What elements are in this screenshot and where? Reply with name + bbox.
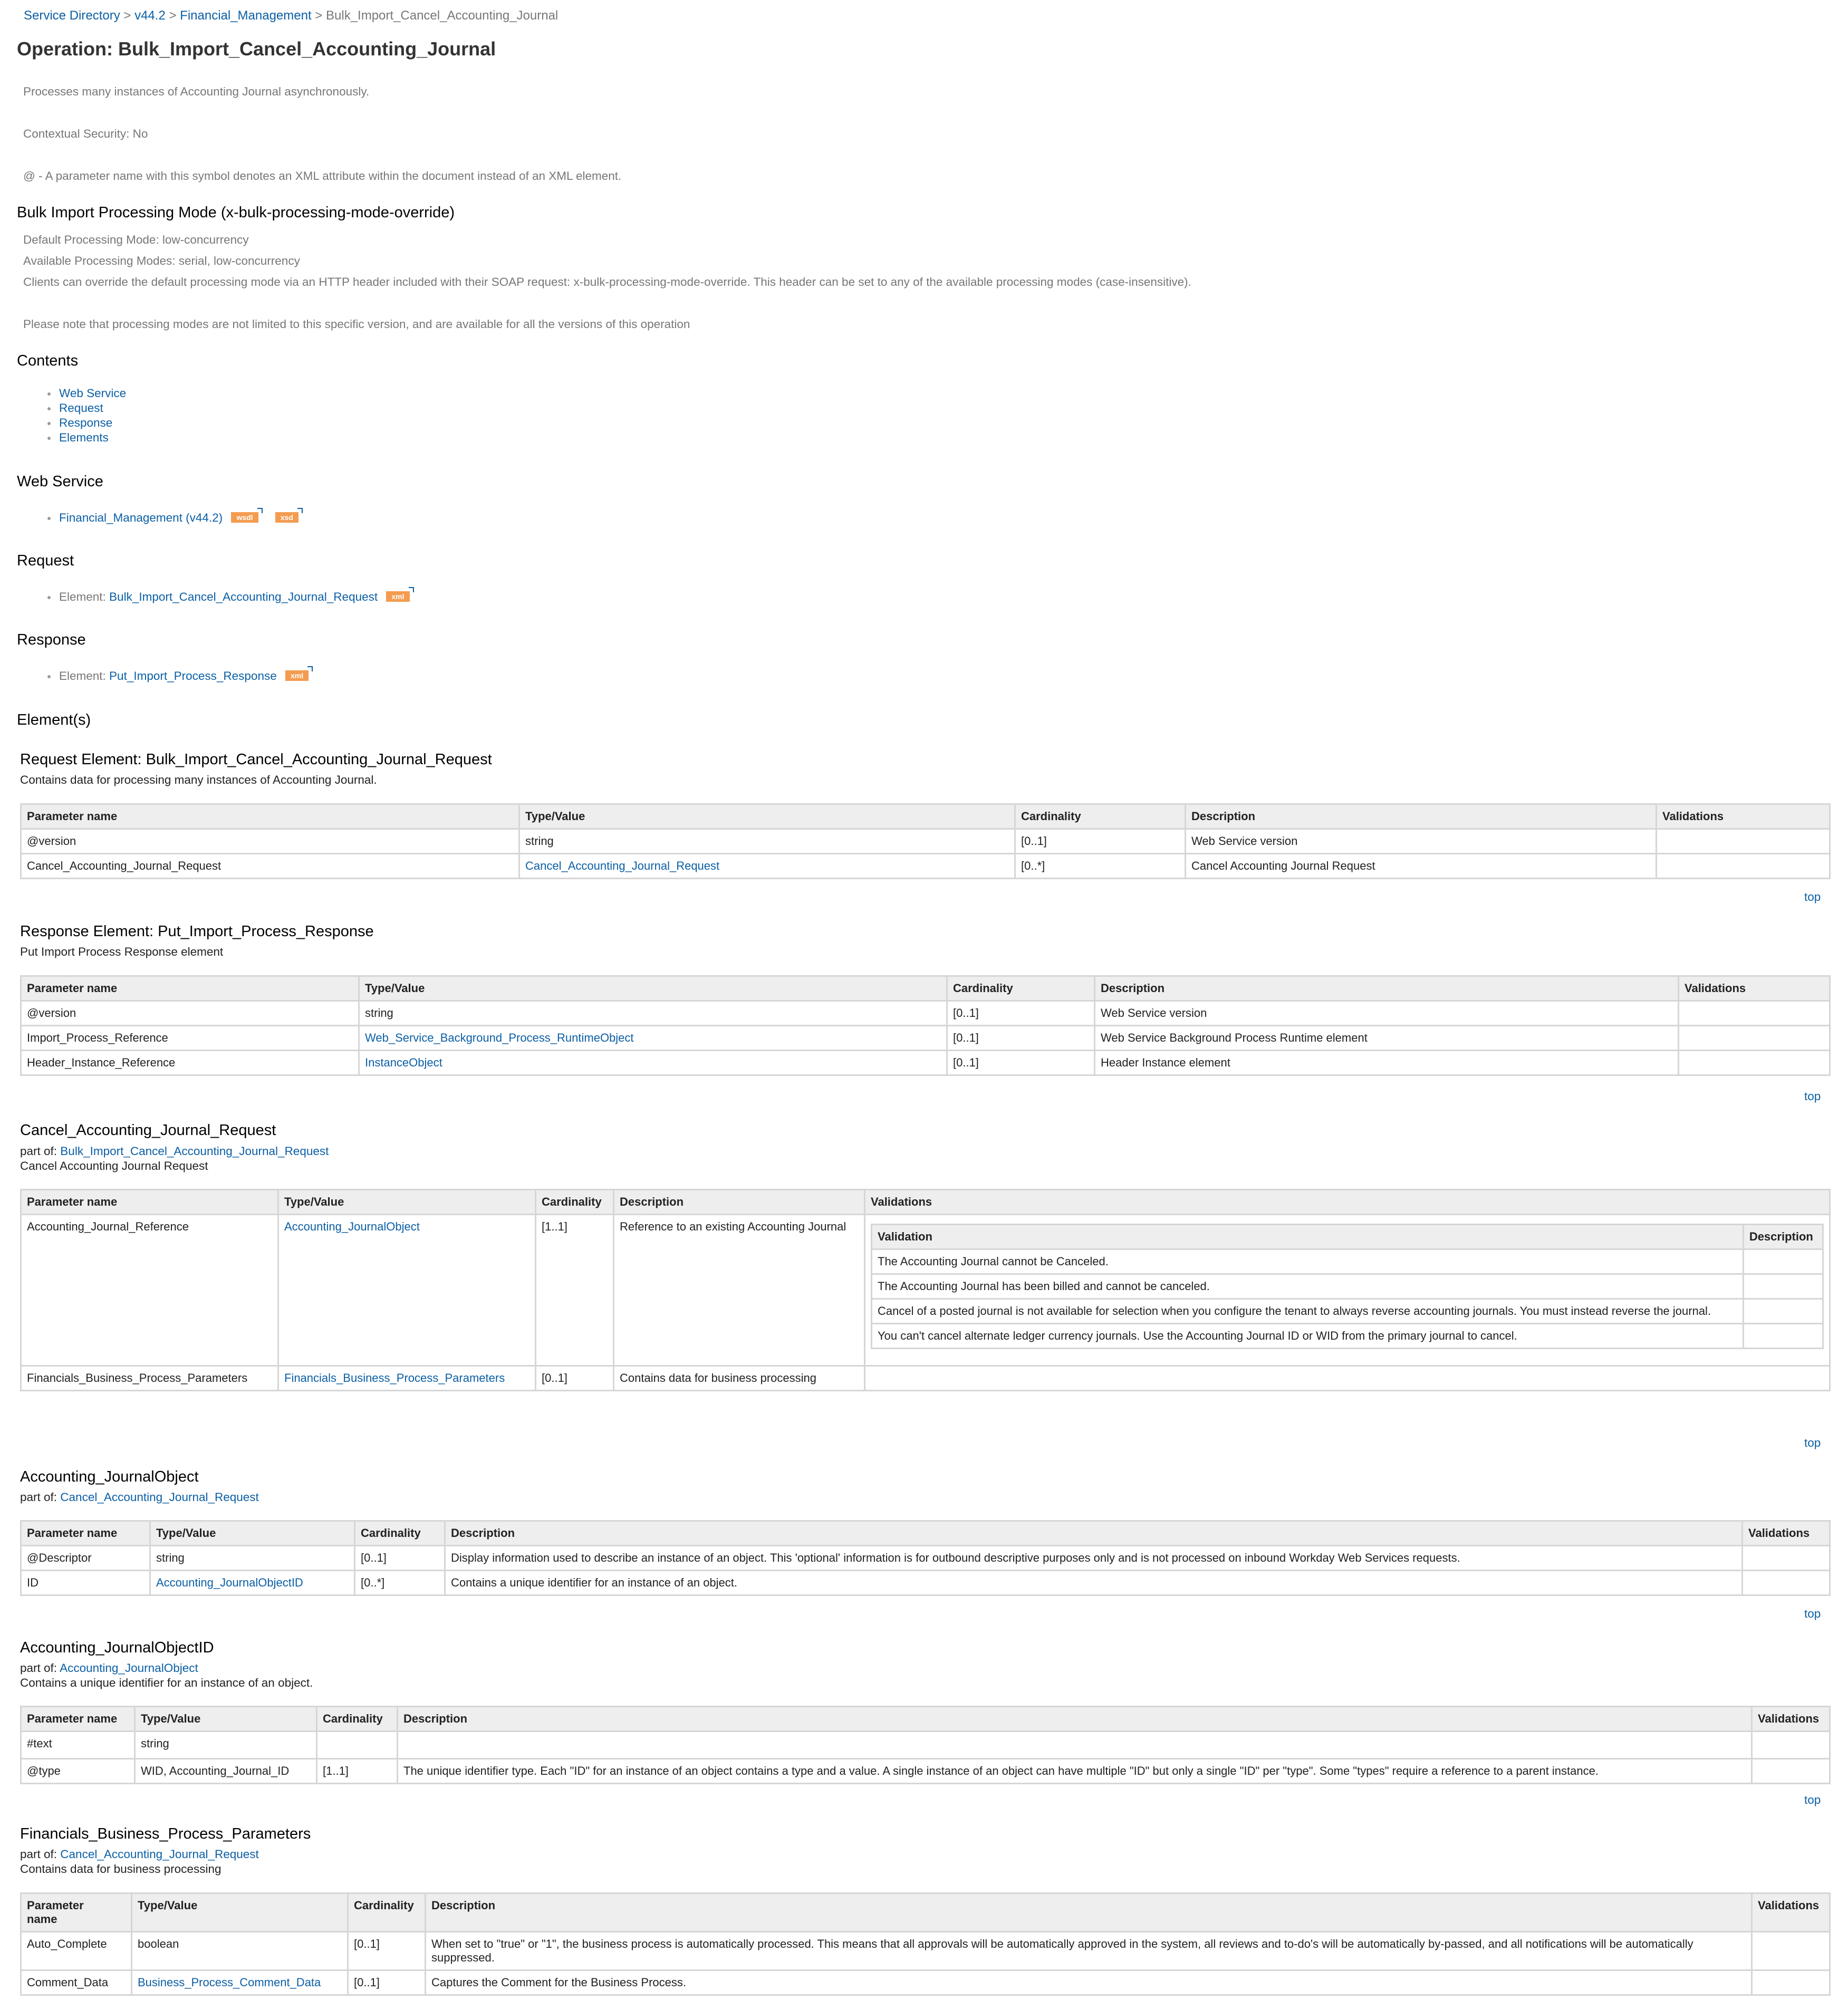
cell-validations	[1679, 1026, 1830, 1051]
part-of-link[interactable]: Cancel_Accounting_Journal_Request	[60, 1491, 259, 1504]
cell-validations	[1743, 1571, 1830, 1595]
breadcrumb-separator: >	[315, 8, 323, 23]
col-description: Description	[398, 1707, 1752, 1732]
col-parameter-name: Parameter name	[21, 804, 519, 829]
fbpp-title: Financials_Business_Process_Parameters	[20, 1825, 311, 1842]
col-parameter-name: Parameter name	[21, 1707, 135, 1732]
aj-object-id-title: Accounting_JournalObjectID	[20, 1639, 214, 1656]
table-row	[872, 1299, 1823, 1324]
part-of-link[interactable]: Accounting_JournalObject	[60, 1661, 198, 1675]
breadcrumb	[24, 8, 558, 23]
cell-type: boolean	[132, 1932, 348, 1970]
cell-desc: Reference to an existing Accounting Journal	[614, 1215, 865, 1366]
validation-text: The Accounting Journal has been billed and cannot be canceled.	[872, 1274, 1744, 1299]
cell-desc: Captures the Comment for the Business Process.	[426, 1970, 1752, 1995]
cell-desc: Web Service version	[1186, 829, 1657, 854]
cell-type: WID, Accounting_Journal_ID	[135, 1759, 317, 1784]
request-element-table	[20, 803, 1831, 879]
request-list	[59, 590, 410, 604]
cell-desc: Display information used to describe an instance of an object. This 'optional' information is for outbound descriptive purposes only and is not processed on inbound Workday Web Services requests.	[445, 1546, 1743, 1571]
col-cardinality: Cardinality	[317, 1707, 398, 1732]
col-description: Description	[445, 1521, 1743, 1546]
col-cardinality: Cardinality	[1015, 804, 1186, 829]
cell-type: string	[150, 1546, 355, 1571]
contents-list	[59, 386, 126, 445]
col-type-value: Type/Value	[150, 1521, 355, 1546]
cell-desc: Contains data for business processing	[614, 1366, 865, 1391]
wsdl-badge[interactable]: wsdl	[231, 512, 258, 523]
validations-table	[871, 1224, 1824, 1349]
part-of-link[interactable]: Bulk_Import_Cancel_Accounting_Journal_Request	[60, 1145, 329, 1158]
table-row	[21, 1732, 1830, 1759]
top-link[interactable]: top	[1804, 890, 1821, 903]
cell-validations	[865, 1215, 1830, 1366]
cell-validations	[1752, 1759, 1830, 1784]
web-service-link[interactable]: Financial_Management (v44.2)	[59, 511, 223, 524]
validation-desc	[1743, 1299, 1823, 1324]
table-row	[21, 1571, 1830, 1595]
list-item	[59, 386, 126, 401]
table-header-row	[21, 804, 1830, 829]
aj-object-part-of	[20, 1491, 259, 1504]
response-list	[59, 669, 309, 684]
col-type-value: Type/Value	[135, 1707, 317, 1732]
aj-object-id-table	[20, 1706, 1831, 1784]
col-validations: Validations	[1657, 804, 1830, 829]
cell-param: @version	[21, 1001, 359, 1026]
breadcrumb-separator: >	[123, 8, 131, 23]
validation-text: You can't cancel alternate ledger currency journals. Use the Accounting Journal ID or WID from the primary journal to cancel.	[872, 1324, 1744, 1349]
top-link[interactable]: top	[1804, 1607, 1821, 1620]
table-row	[21, 1026, 1830, 1051]
table-row	[21, 1051, 1830, 1075]
cell-param: ID	[21, 1571, 150, 1595]
breadcrumb-service-directory[interactable]: Service Directory	[24, 8, 120, 23]
col-validation-description: Description	[1743, 1225, 1823, 1249]
cell-type	[278, 1366, 536, 1391]
col-validations: Validations	[1752, 1707, 1830, 1732]
cell-desc: When set to "true" or "1", the business process is automatically processed. This means that all approvals will be automatically approved in the system, all reviews and to-do's will be automatically by-passed, and all notifications will be automatically suppressed.	[426, 1932, 1752, 1970]
operation-summary: Processes many instances of Accounting Journal asynchronously.	[23, 85, 370, 98]
cell-type	[359, 1051, 947, 1075]
col-validation: Validation	[872, 1225, 1744, 1249]
cell-card	[317, 1732, 398, 1759]
request-element-title: Request Element: Bulk_Import_Cancel_Accounting_Journal_Request	[20, 751, 492, 768]
response-element-prefix: Element:	[59, 669, 110, 682]
list-item	[59, 430, 126, 445]
col-parameter-name: Parameter name	[21, 1521, 150, 1546]
bulk-processing-heading: Bulk Import Processing Mode (x-bulk-processing-mode-override)	[17, 204, 455, 221]
validation-text: Cancel of a posted journal is not available for selection when you configure the tenant to always reverse accounting journals. You must instead reverse the journal.	[872, 1299, 1744, 1324]
cell-type	[519, 854, 1015, 879]
part-of-label: part of:	[20, 1661, 60, 1675]
cell-card: [0..*]	[1015, 854, 1186, 879]
default-processing-mode: Default Processing Mode: low-concurrency	[23, 233, 249, 246]
col-description: Description	[1095, 976, 1679, 1001]
part-of-link[interactable]: Cancel_Accounting_Journal_Request	[60, 1848, 259, 1861]
top-link[interactable]: top	[1804, 1436, 1821, 1449]
table-header-row	[21, 1707, 1830, 1732]
web-service-heading: Web Service	[17, 473, 103, 490]
table-row	[21, 1366, 1830, 1391]
part-of-label: part of:	[20, 1848, 61, 1861]
cell-type	[150, 1571, 355, 1595]
xsd-badge[interactable]: xsd	[275, 512, 299, 523]
cell-param: Import_Process_Reference	[21, 1026, 359, 1051]
table-row	[21, 1546, 1830, 1571]
response-heading: Response	[17, 631, 86, 648]
cell-card: [1..1]	[536, 1215, 614, 1366]
col-cardinality: Cardinality	[348, 1893, 426, 1932]
cell-validations	[1679, 1051, 1830, 1075]
col-type-value: Type/Value	[519, 804, 1015, 829]
cell-card: [0..*]	[355, 1571, 445, 1595]
attribute-note: @ - A parameter name with this symbol denotes an XML attribute within the document instead of an XML element.	[23, 169, 622, 182]
table-row	[21, 1215, 1830, 1366]
type-link[interactable]: Web_Service_Background_Process_RuntimeObject	[365, 1031, 634, 1044]
type-link[interactable]: Accounting_JournalObject	[284, 1220, 420, 1233]
cell-type	[359, 1026, 947, 1051]
table-header-row	[21, 976, 1830, 1001]
col-parameter-name: Parameter name	[21, 1893, 132, 1932]
request-xml-badge[interactable]: xml	[386, 591, 409, 602]
col-validations: Validations	[1743, 1521, 1830, 1546]
breadcrumb-current: Bulk_Import_Cancel_Accounting_Journal	[326, 8, 559, 23]
col-parameter-name: Parameter name	[21, 1190, 278, 1215]
cell-param: @type	[21, 1759, 135, 1784]
cell-card: [0..1]	[947, 1026, 1095, 1051]
col-cardinality: Cardinality	[947, 976, 1095, 1001]
contents-link-response[interactable]: Response	[59, 416, 113, 429]
cell-desc: Web Service Background Process Runtime element	[1095, 1026, 1679, 1051]
cell-validations	[865, 1366, 1830, 1391]
cell-param: Financials_Business_Process_Parameters	[21, 1366, 278, 1391]
response-element-link[interactable]: Put_Import_Process_Response	[109, 669, 277, 682]
col-validations: Validations	[1752, 1893, 1830, 1932]
table-header-row	[21, 1893, 1830, 1932]
cell-card: [0..1]	[947, 1051, 1095, 1075]
cell-card: [0..1]	[348, 1970, 426, 1995]
cell-type	[278, 1215, 536, 1366]
type-link[interactable]: Financials_Business_Process_Parameters	[284, 1371, 505, 1384]
col-parameter-name: Parameter name	[21, 976, 359, 1001]
list-item	[59, 416, 126, 430]
cell-param: Auto_Complete	[21, 1932, 132, 1970]
page-title: Operation: Bulk_Import_Cancel_Accounting_Journal	[17, 38, 496, 60]
available-processing-modes: Available Processing Modes: serial, low-concurrency	[23, 254, 300, 267]
cell-param: #text	[21, 1732, 135, 1759]
list-item	[59, 511, 299, 525]
response-element-desc: Put Import Process Response element	[20, 945, 224, 958]
web-service-list	[59, 511, 299, 525]
cell-param: Comment_Data	[21, 1970, 132, 1995]
version-note: Please note that processing modes are not limited to this specific version, and are available for all the versions of this operation	[23, 318, 690, 331]
cell-param: @Descriptor	[21, 1546, 150, 1571]
cell-param: Header_Instance_Reference	[21, 1051, 359, 1075]
table-header-row	[21, 1190, 1830, 1215]
breadcrumb-separator: >	[169, 8, 177, 23]
table-row	[21, 854, 1830, 879]
col-description: Description	[614, 1190, 865, 1215]
col-validations: Validations	[1679, 976, 1830, 1001]
breadcrumb-version[interactable]: v44.2	[134, 8, 166, 23]
cell-type: string	[359, 1001, 947, 1026]
cancel-request-part-of	[20, 1145, 329, 1158]
cell-desc: The unique identifier type. Each "ID" for an instance of an object contains a type and a value. A single instance of an object can have multiple "ID" but only a single "ID" per "type". Some "types" require a reference to a parent instance.	[398, 1759, 1752, 1784]
col-cardinality: Cardinality	[536, 1190, 614, 1215]
col-type-value: Type/Value	[132, 1893, 348, 1932]
cell-desc: Cancel Accounting Journal Request	[1186, 854, 1657, 879]
contents-link-request[interactable]: Request	[59, 401, 103, 415]
table-row	[872, 1249, 1823, 1274]
response-element-title: Response Element: Put_Import_Process_Response	[20, 923, 374, 940]
cell-validations	[1752, 1932, 1830, 1970]
cell-validations	[1752, 1970, 1830, 1995]
aj-object-id-part-of	[20, 1661, 198, 1675]
table-row	[21, 1759, 1830, 1784]
part-of-label: part of:	[20, 1145, 61, 1158]
cell-card: [0..1]	[355, 1546, 445, 1571]
cell-type: string	[135, 1732, 317, 1759]
cancel-request-desc: Cancel Accounting Journal Request	[20, 1159, 208, 1172]
aj-object-table	[20, 1520, 1831, 1596]
cell-desc: Web Service version	[1095, 1001, 1679, 1026]
col-type-value: Type/Value	[359, 976, 947, 1001]
aj-object-title: Accounting_JournalObject	[20, 1468, 199, 1485]
response-xml-badge[interactable]: xml	[285, 670, 309, 681]
aj-object-id-desc: Contains a unique identifier for an instance of an object.	[20, 1676, 313, 1689]
table-header-row	[872, 1225, 1823, 1249]
cell-card: [0..1]	[536, 1366, 614, 1391]
breadcrumb-financial-management[interactable]: Financial_Management	[180, 8, 312, 23]
cell-card: [1..1]	[317, 1759, 398, 1784]
contextual-security: Contextual Security: No	[23, 127, 148, 140]
type-link[interactable]: Business_Process_Comment_Data	[138, 1976, 321, 1989]
col-description: Description	[426, 1893, 1752, 1932]
cell-validations	[1743, 1546, 1830, 1571]
list-item	[59, 590, 410, 604]
validation-desc	[1743, 1274, 1823, 1299]
request-element-link[interactable]: Bulk_Import_Cancel_Accounting_Journal_Request	[109, 590, 378, 603]
cancel-request-table	[20, 1189, 1831, 1391]
contents-heading: Contents	[17, 352, 79, 369]
table-row	[21, 1970, 1830, 1995]
cell-param: Accounting_Journal_Reference	[21, 1215, 278, 1366]
table-row	[872, 1274, 1823, 1299]
cell-type	[132, 1970, 348, 1995]
type-link[interactable]: Cancel_Accounting_Journal_Request	[525, 859, 720, 872]
validation-desc	[1743, 1249, 1823, 1274]
contents-link-web-service[interactable]: Web Service	[59, 387, 127, 400]
request-element-prefix: Element:	[59, 590, 110, 603]
response-element-table	[20, 975, 1831, 1076]
col-type-value: Type/Value	[278, 1190, 536, 1215]
cell-param: @version	[21, 829, 519, 854]
table-header-row	[21, 1521, 1830, 1546]
part-of-label: part of:	[20, 1491, 61, 1504]
override-note: Clients can override the default processing mode via an HTTP header included with their SOAP request: x-bulk-processing-mode-override. This header can be set to any of the available processing modes (case-insensitive).	[23, 275, 1191, 289]
cell-validations	[1657, 829, 1830, 854]
col-cardinality: Cardinality	[355, 1521, 445, 1546]
validation-desc	[1743, 1324, 1823, 1349]
cell-card: [0..1]	[348, 1932, 426, 1970]
cell-card: [0..1]	[1015, 829, 1186, 854]
request-element-desc: Contains data for processing many instances of Accounting Journal.	[20, 773, 377, 786]
list-item	[59, 401, 126, 416]
request-heading: Request	[17, 552, 74, 569]
fbpp-table	[20, 1892, 1831, 1996]
cell-desc: Header Instance element	[1095, 1051, 1679, 1075]
cell-validations	[1679, 1001, 1830, 1026]
type-link[interactable]: InstanceObject	[365, 1056, 442, 1069]
type-link[interactable]: Accounting_JournalObjectID	[156, 1576, 303, 1589]
table-row	[21, 1932, 1830, 1970]
fbpp-desc: Contains data for business processing	[20, 1862, 222, 1876]
col-description: Description	[1186, 804, 1657, 829]
cell-card: [0..1]	[947, 1001, 1095, 1026]
table-row	[872, 1324, 1823, 1349]
contents-link-elements[interactable]: Elements	[59, 431, 109, 444]
cell-validations	[1752, 1732, 1830, 1759]
cancel-request-title: Cancel_Accounting_Journal_Request	[20, 1122, 276, 1139]
cell-validations	[1657, 854, 1830, 879]
fbpp-part-of	[20, 1848, 259, 1861]
cell-type: string	[519, 829, 1015, 854]
col-validations: Validations	[865, 1190, 1830, 1215]
cell-desc: Contains a unique identifier for an instance of an object.	[445, 1571, 1743, 1595]
cell-desc	[398, 1732, 1752, 1759]
top-link[interactable]: top	[1804, 1090, 1821, 1103]
top-link[interactable]: top	[1804, 1793, 1821, 1806]
list-item	[59, 669, 309, 684]
cell-param: Cancel_Accounting_Journal_Request	[21, 854, 519, 879]
validation-text: The Accounting Journal cannot be Canceled.	[872, 1249, 1744, 1274]
table-row	[21, 829, 1830, 854]
table-row	[21, 1001, 1830, 1026]
elements-heading: Element(s)	[17, 711, 91, 728]
